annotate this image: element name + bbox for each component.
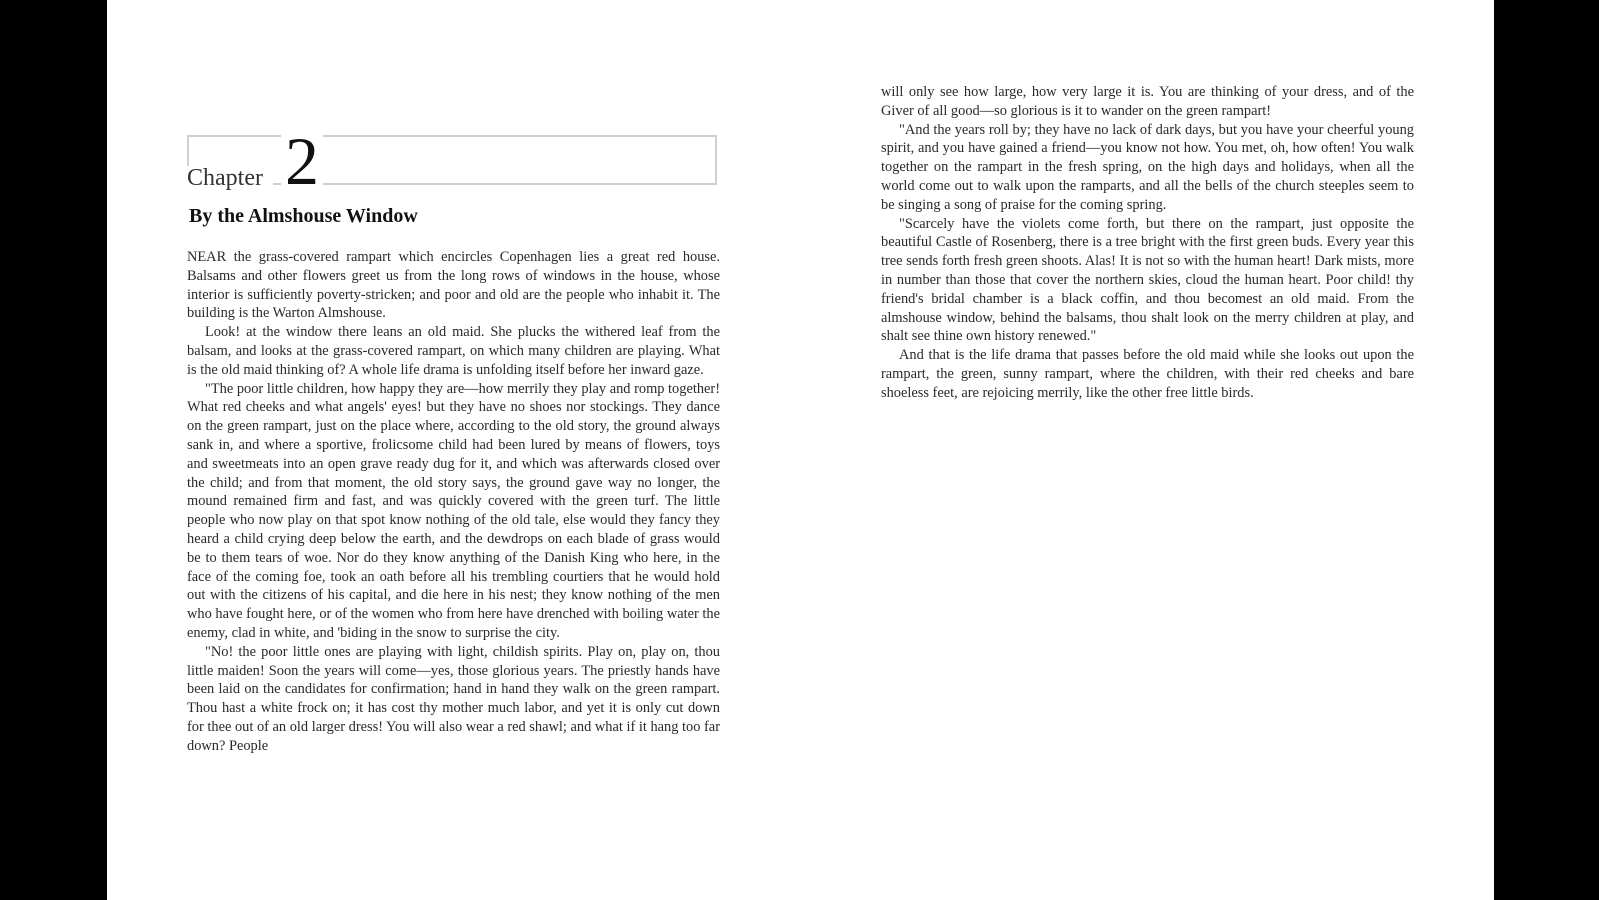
chapter-heading: [187, 123, 720, 199]
paragraph: "And the years roll by; they have no lack of dark days, but you have your cheerful young spirit, and you have gained a friend—you know not how. You met, oh, how often! You walk together on the rampart in the fresh spring, on the high days and holidays, when all the world come out to walk upon the ramparts, and all the bells of the church steeples seem to be singing a song of praise for the coming spring.: [881, 121, 1414, 213]
paragraph: NEAR the grass-covered rampart which encircles Copenhagen lies a great red house. Balsams and other flowers greet us from the long rows of windows in the house, whose interior is sufficiently poverty-stricken; and poor and old are the people who inhabit it. The building is the Warton Almshouse.: [187, 249, 720, 322]
book-spread: [107, 0, 1494, 900]
chapter-number: 2: [281, 127, 323, 195]
paragraph: Look! at the window there leans an old maid. She plucks the withered leaf from the balsam, and looks at the grass-covered rampart, on which many children are playing. What is the old maid thinking of? A whole life drama is unfolding itself before her inward gaze.: [187, 324, 720, 378]
paragraph: "No! the poor little ones are playing with light, childish spirits. Play on, play on, thou little maiden! Soon the years will come—yes, those glorious years. The priestly hands have been laid on the candidates for confirmation; hand in hand they walk on the green rampart. Thou hast a white frock on; it has cost thy mother much labor, and yet it is only cut down for thee out of an old larger dress! You will also wear a red shawl; and what if it hang too far down? People: [187, 643, 720, 754]
right-page-text: [881, 83, 1414, 403]
left-page-text: [187, 248, 720, 756]
left-page[interactable]: [187, 0, 720, 900]
paragraph: will only see how large, how very large it is. You are thinking of your dress, and of the Giver of all good—so glorious is it to wander on the green rampart!: [881, 84, 1414, 119]
right-page[interactable]: [881, 0, 1414, 900]
chapter-title: By the Almshouse Window: [189, 205, 418, 227]
paragraph: And that is the life drama that passes before the old maid while she looks out upon the rampart, the green, sunny rampart, where the children, with their red cheeks and bare shoeless feet, are rejoicing merrily, like the other free little birds.: [881, 347, 1414, 401]
chapter-label: Chapter: [187, 166, 273, 190]
paragraph: "Scarcely have the violets come forth, but there on the rampart, just opposite the beautiful Castle of Rosenberg, there is a tree bright with the first green buds. Every year this tree sends forth fresh green shoots. Alas! It is not so with the human heart! Dark mists, more in number than those that cover the northern skies, cloud the human heart. Poor child! thy friend's bridal chamber is a black coffin, and thou becomest an old maid. From the almshouse window, behind the balsams, thou shalt look on the merry children at play, and shalt see thine own history renewed.": [881, 215, 1414, 345]
paragraph: "The poor little children, how happy they are—how merrily they play and romp together! What red cheeks and what angels' eyes! but they have no shoes nor stockings. They dance on the green rampart, just on the place where, according to the old story, the ground always sank in, and where a sportive, frolicsome child had been lured by means of flowers, toys and sweetmeats into an open grave ready dug for it, and which was afterwards closed over the child; and from that moment, the old story says, the ground gave way no longer, the mound remained firm and fast, and was quickly covered with the green turf. The little people who now play on that spot know nothing of the old tale, else would they fancy they heard a child crying deep below the earth, and the dewdrops on each blade of grass would be to them tears of woe. Nor do they know anything of the Danish King who here, in the face of the coming foe, took an oath before all his trembling courtiers that he would hold out with the citizens of his capital, and die here in his nest; they know nothing of the men who have fought here, or of the women who from here have drenched with boiling water the enemy, clad in white, and 'biding in the snow to surprise the city.: [187, 380, 720, 641]
